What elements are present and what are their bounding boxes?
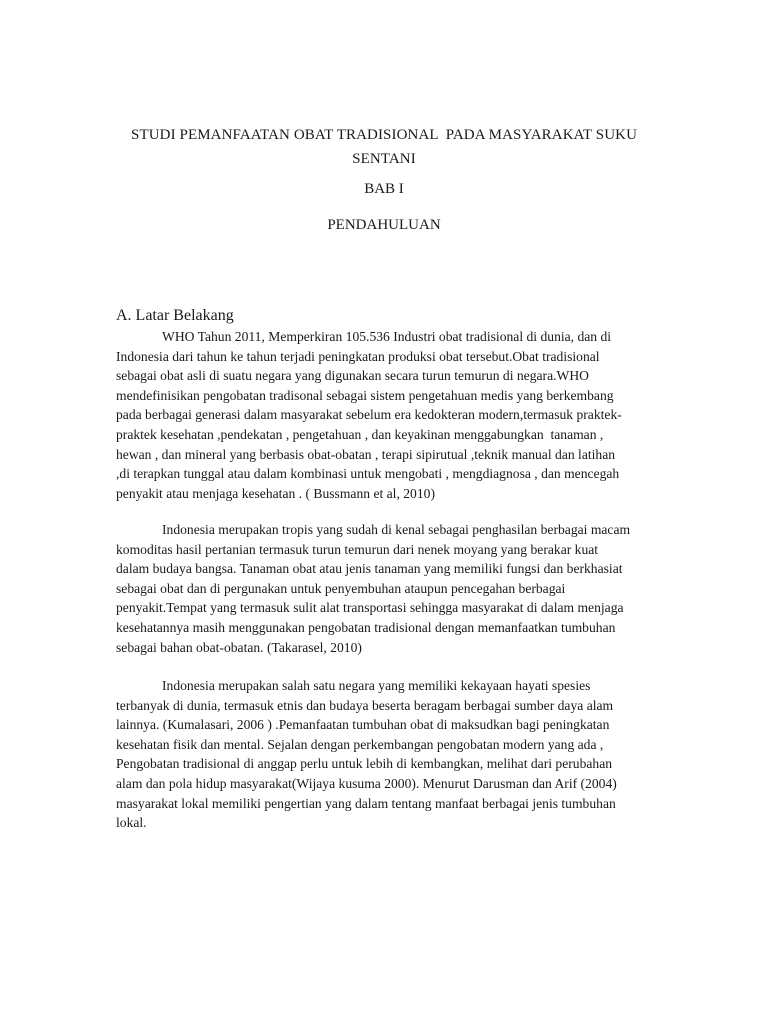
paragraph-line: pada berbagai generasi dalam masyarakat sebelum era kedokteran modern,termasuk praktek- bbox=[116, 407, 622, 423]
paragraph-1 bbox=[116, 327, 676, 503]
paragraph-line: ,di terapkan tunggal atau dalam kombinasi untuk mengobati , mengdiagnosa , dan mencegah bbox=[116, 466, 620, 482]
section-heading: A. Latar Belakang bbox=[116, 307, 234, 324]
document-title-line-1: STUDI PEMANFAATAN OBAT TRADISIONAL PADA MASYARAKAT SUKU bbox=[131, 127, 637, 143]
document-title bbox=[60, 123, 708, 171]
paragraph-line: hewan , dan mineral yang berbasis obat-obatan , terapi sipirutual ,teknik manual dan latihan bbox=[116, 446, 616, 462]
paragraph-line: sebagai bahan obat-obatan. (Takarasel, 2010) bbox=[116, 639, 362, 655]
paragraph-line: sebagai obat dan di pergunakan untuk penyembuhan ataupun pencegahan berbagai bbox=[116, 580, 566, 596]
paragraph-line: kesehatannya masih menggunakan pengobatan tradisional dengan memanfaatkan tumbuhan bbox=[116, 619, 616, 635]
paragraph-line: mendefinisikan pengobatan tradisonal sebagai sistem pengetahuan medis yang berkembang bbox=[116, 387, 614, 403]
paragraph-line: praktek kesehatan ,pendekatan , pengetahuan , dan keyakinan menggabungkan tanaman , bbox=[116, 426, 604, 442]
paragraph-line: Indonesia dari tahun ke tahun terjadi peningkatan produksi obat tersebut.Obat tradisional bbox=[116, 348, 600, 364]
paragraph-2 bbox=[116, 520, 676, 657]
paragraph-line: terbanyak di dunia, termasuk etnis dan budaya beserta beragam berbagai sumber daya alam bbox=[116, 697, 614, 713]
paragraph-line: masyarakat lokal memiliki pengertian yang dalam tentang manfaat berbagai jenis tumbuhan bbox=[116, 795, 616, 811]
paragraph-line: WHO Tahun 2011, Memperkiran 105.536 Industri obat tradisional di dunia, dan di bbox=[162, 329, 612, 344]
paragraph-line: lokal. bbox=[116, 815, 147, 831]
paragraph-line: penyakit.Tempat yang termasuk sulit alat transportasi sehingga masyarakat di dalam menjaga bbox=[116, 600, 624, 616]
paragraph-line: Pengobatan tradisional di anggap perlu untuk lebih di kembangkan, melihat dari perubahan bbox=[116, 756, 613, 772]
chapter-number: BAB I bbox=[364, 181, 404, 197]
paragraph-line: alam dan pola hidup masyarakat(Wijaya kusuma 2000). Menurut Darusman dan Arif (2004) bbox=[116, 775, 617, 791]
document-title-line-2: SENTANI bbox=[352, 151, 416, 167]
paragraph-line: dalam budaya bangsa. Tanaman obat atau jenis tanaman yang memiliki fungsi dan berkhasiat bbox=[116, 561, 623, 577]
paragraph-line: penyakit atau menjaga kesehatan . ( Bussmann et al, 2010) bbox=[116, 485, 435, 501]
paragraph-line: kesehatan fisik dan mental. Sejalan dengan perkembangan pengobatan modern yang ada , bbox=[116, 736, 604, 752]
chapter-title: PENDAHULUAN bbox=[327, 217, 441, 233]
paragraph-line: komoditas hasil pertanian termasuk turun temurun dari nenek moyang yang berakar kuat bbox=[116, 541, 599, 557]
paragraph-line: lainnya. (Kumalasari, 2006 ) .Pemanfaatan tumbuhan obat di maksudkan bagi peningkatan bbox=[116, 717, 610, 733]
paragraph-line: Indonesia merupakan salah satu negara yang memiliki kekayaan hayati spesies bbox=[162, 678, 591, 693]
paragraph-line: Indonesia merupakan tropis yang sudah di kenal sebagai penghasilan berbagai macam bbox=[162, 522, 631, 537]
paragraph-line: sebagai obat asli di suatu negara yang digunakan secara turun temurun di negara.WHO bbox=[116, 368, 589, 384]
paragraph-3 bbox=[116, 676, 676, 833]
